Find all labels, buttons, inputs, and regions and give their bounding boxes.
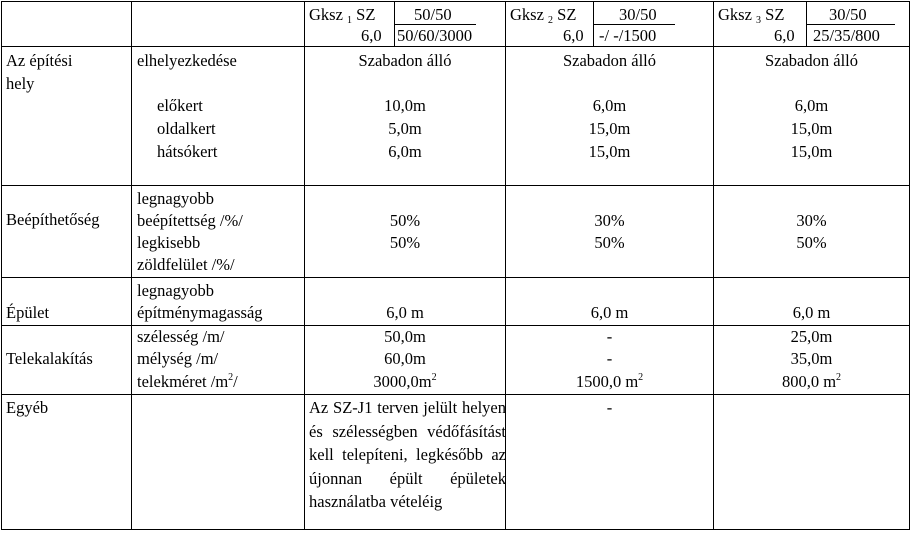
side-yard-label: oldalkert: [157, 119, 216, 138]
min-green-label-1: legkisebb: [137, 233, 201, 252]
front-zone2: 6,0m: [592, 96, 627, 115]
min-green-zone2: 50%: [594, 233, 625, 252]
max-coverage-zone2: 30%: [594, 211, 625, 230]
front-yard-label: előkert: [157, 96, 203, 115]
row-divider-2: [1, 277, 910, 278]
placement-zone3: Szabadon álló: [764, 51, 858, 70]
plot-size-label-end: /: [233, 372, 238, 391]
plot-width-zone3: 25,0m: [790, 327, 833, 346]
zone2-height: 6,0: [563, 26, 584, 45]
min-green-label-2: zöldfelület /%/: [137, 255, 235, 274]
zone1-params: 50/60/3000: [397, 26, 473, 45]
placement-zone1: Szabadon álló: [358, 51, 452, 70]
rear-zone1: 6,0m: [388, 142, 422, 161]
plot-depth-zone3: 35,0m: [790, 349, 833, 368]
section-label-epulet: Épület: [6, 303, 50, 322]
building-height-label-2: építménymagasság: [137, 303, 263, 322]
zone2-sz: SZ: [557, 5, 577, 24]
max-coverage-label-1: legnagyobb: [137, 189, 214, 208]
min-green-zone3: 50%: [796, 233, 827, 252]
plot-size-zone3: [714, 370, 909, 393]
plot-size-label-text: telekméret /m: [137, 372, 229, 391]
plot-depth-zone2: -: [606, 349, 613, 368]
zone3-ratio: 30/50: [829, 5, 867, 24]
plot-depth-label: mélység /m/: [137, 349, 219, 368]
side-zone1: 5,0m: [388, 119, 422, 138]
plot-size-zone3-value: 800,0 m: [781, 372, 837, 391]
zone3-code-text: Gksz: [718, 5, 752, 24]
placement-zone2: Szabadon álló: [562, 51, 656, 70]
plot-size-zone1-sup: 2: [431, 372, 437, 383]
col-border-left: [1, 1, 2, 530]
zone1-code-index: 1: [347, 15, 353, 26]
plot-size-zone3-sup: 2: [836, 372, 842, 383]
zone3-height: 6,0: [774, 26, 795, 45]
building-height-zone1: 6,0 m: [386, 303, 424, 322]
max-coverage-zone1: 50%: [389, 211, 421, 230]
side-zone2: 15,0m: [588, 119, 631, 138]
other-zone2-text: -: [606, 398, 613, 417]
section-label-beepithetoseg: Beépíthetőség: [6, 210, 100, 229]
max-coverage-label-2: beépítettség /%/: [137, 211, 243, 230]
zone1-ratio: 50/50: [414, 5, 452, 24]
front-zone3: 6,0m: [794, 96, 829, 115]
row-divider-4: [1, 394, 910, 395]
zone3-sz: SZ: [765, 5, 785, 24]
plot-size-zone1-value: 3000,0m: [373, 372, 432, 391]
placement-label: elhelyezkedése: [137, 51, 237, 70]
rear-zone2: 15,0m: [588, 142, 631, 161]
zone2-ratio: 30/50: [619, 5, 657, 24]
other-zone1-text: Az SZ-J1 terven jelült helyen és szélességben védőfásítást kell telepíteni, legkésőbb az újonnan épült épületek használatba vételéig: [309, 398, 506, 511]
min-green-zone1: 50%: [389, 233, 421, 252]
zone2-params: -/ -/1500: [599, 26, 657, 45]
plot-size-zone2-value: 1500,0 m: [575, 372, 639, 391]
plot-width-label: szélesség /m/: [137, 327, 225, 346]
rear-yard-label: hátsókert: [157, 142, 218, 161]
plot-size-label-sup: 2: [228, 372, 234, 383]
zone3-code-index: 3: [756, 15, 762, 26]
zone2-fraction-divider: [593, 1, 594, 46]
plot-width-zone2: -: [606, 327, 613, 346]
zone3-fraction-divider: [806, 1, 807, 46]
plot-width-zone1: 50,0m: [384, 327, 426, 346]
plot-size-zone2-sup: 2: [638, 372, 644, 383]
zone1-height: 6,0: [361, 26, 382, 45]
plot-depth-zone1: 60,0m: [384, 349, 426, 368]
zone2-code-index: 2: [548, 15, 554, 26]
plot-size-label: [137, 370, 238, 393]
col-divider-2: [304, 1, 305, 530]
zone1-fraction-divider: [394, 1, 395, 46]
section-label-telekalakitas: Telekalakítás: [6, 349, 93, 368]
rear-zone3: 15,0m: [790, 142, 833, 161]
plot-size-zone1: [305, 370, 505, 393]
row-divider-1: [1, 185, 910, 186]
building-height-zone3: 6,0 m: [792, 303, 831, 322]
col-divider-1: [131, 1, 132, 530]
section-label-epitesi-hely-2: hely: [6, 74, 35, 93]
building-height-label-1: legnagyobb: [137, 281, 214, 300]
zone2-code-text: Gksz: [510, 5, 544, 24]
table-border-top: [1, 1, 910, 2]
front-zone1: 10,0m: [384, 96, 426, 115]
zone1-code-text: Gksz: [309, 5, 343, 24]
zone3-params: 25/35/800: [813, 26, 880, 45]
max-coverage-zone3: 30%: [796, 211, 827, 230]
col-divider-4: [713, 1, 714, 530]
zone1-sz: SZ: [356, 5, 376, 24]
plot-size-zone2: [506, 370, 713, 393]
building-height-zone2: 6,0 m: [590, 303, 629, 322]
section-label-epitesi-hely-1: Az építési: [6, 51, 73, 70]
table-border-bottom: [1, 529, 910, 530]
side-zone3: 15,0m: [790, 119, 833, 138]
section-label-egyeb: Egyéb: [6, 398, 49, 417]
